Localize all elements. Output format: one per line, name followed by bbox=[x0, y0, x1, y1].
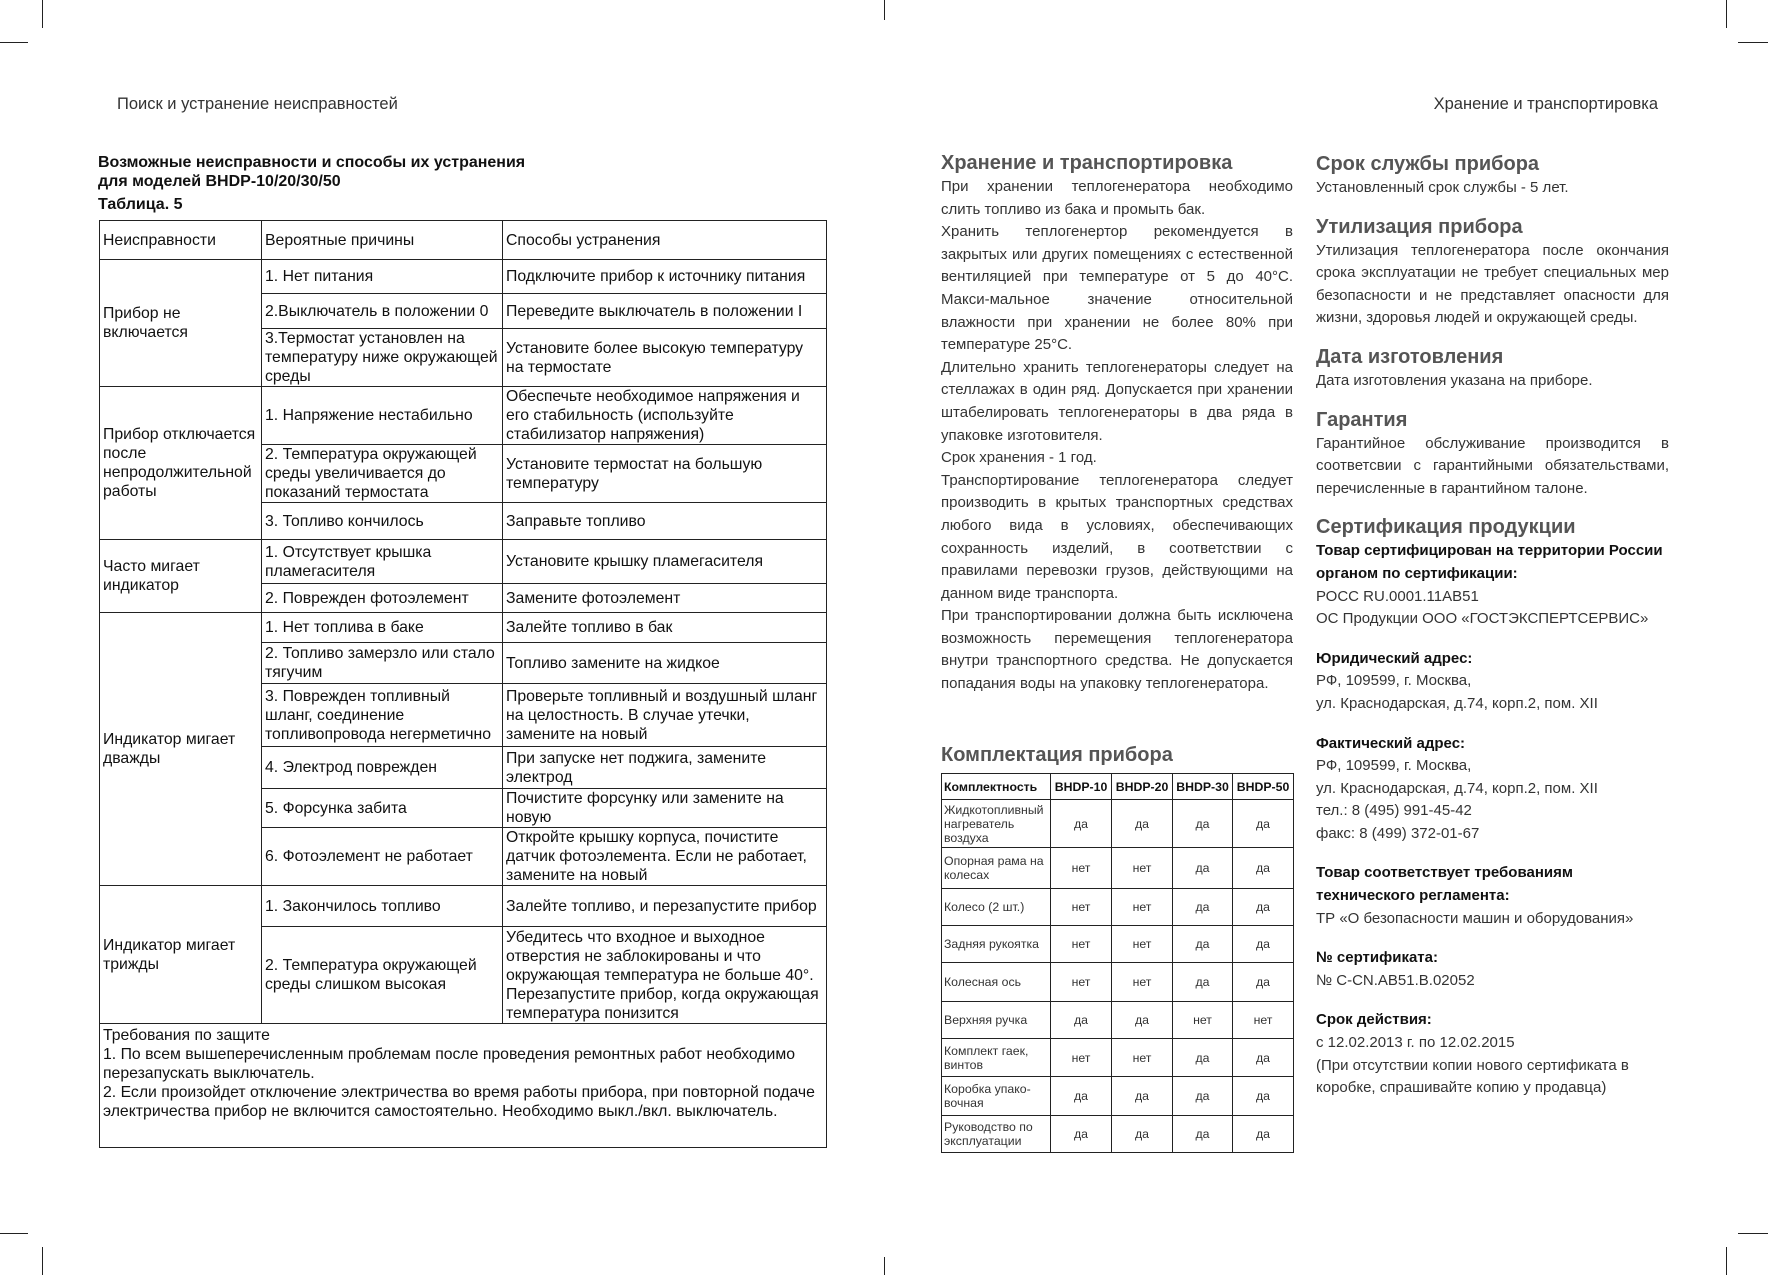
cause-cell: 4. Электрод поврежден bbox=[262, 747, 503, 789]
kit-value-cell: да bbox=[1233, 926, 1294, 963]
kit-value-cell: да bbox=[1051, 1002, 1112, 1039]
fix-cell: Проверьте топливный и воздушный шланг на целостность. В случае утечки, замените на новый bbox=[503, 684, 827, 747]
kit-value-cell: нет bbox=[1051, 848, 1112, 889]
kit-value-cell: да bbox=[1173, 926, 1233, 963]
kit-value-cell: нет bbox=[1233, 1002, 1294, 1039]
cause-cell: 3. Топливо кончилось bbox=[262, 503, 503, 540]
storage-paragraph: Срок хранения - 1 год. bbox=[941, 449, 1097, 467]
crop-mark bbox=[1738, 1233, 1768, 1234]
fix-cell: Откройте крышку корпуса, почистите датчик фотоэлемента. Если не работает, замените на новый bbox=[503, 828, 827, 886]
fault-cell: Прибор не включается bbox=[100, 260, 262, 387]
table-row bbox=[100, 613, 827, 643]
kit-value-cell: нет bbox=[1112, 1039, 1173, 1077]
kit-item-cell: Верхняя ручка bbox=[942, 1002, 1051, 1039]
fix-cell: Переведите выключатель в положении I bbox=[503, 294, 827, 329]
kit-value-cell: да bbox=[1051, 800, 1112, 848]
manufacture-text: Дата изготовления указана на приборе. bbox=[1316, 371, 1593, 389]
kit-value-cell: да bbox=[1173, 1039, 1233, 1077]
kit-value-cell: да bbox=[1233, 963, 1294, 1002]
cause-cell: 5. Форсунка забита bbox=[262, 789, 503, 828]
table-row bbox=[100, 260, 827, 294]
kit-value-cell: да bbox=[1233, 800, 1294, 848]
note-item: 1. По всем вышеперечисленным проблемам после проведения ремонтных работ необходимо перезапускать выключатель. bbox=[103, 1046, 795, 1082]
cause-cell: 3.Термостат установлен на температуру ниже окружающей среды bbox=[262, 329, 503, 387]
crop-mark bbox=[0, 42, 28, 43]
fix-cell: Установите более высокую температуру на термостате bbox=[503, 329, 827, 387]
cert-code: РОСС RU.0001.11АВ51 bbox=[1316, 587, 1479, 605]
address-line: РФ, 109599, г. Москва, bbox=[1316, 757, 1472, 775]
compliance-text: ТР «О безопасности машин и оборудования» bbox=[1316, 909, 1634, 927]
warranty-heading: Гарантия bbox=[1316, 408, 1408, 431]
kit-value-cell: да bbox=[1233, 1116, 1294, 1153]
kit-column-header: BHDP-20 bbox=[1112, 774, 1173, 800]
page-title bbox=[98, 153, 525, 191]
kit-value-cell: нет bbox=[1051, 963, 1112, 1002]
table-header-row bbox=[100, 221, 827, 260]
storage-paragraph: При транспортировании должна быть исключена возможность перемещения теплогенератора внутри транспортного средства. Не допускается попадания воды на упаковку теплогенератора. bbox=[941, 607, 1293, 693]
address-line: ул. Краснодарская, д.74, корп.2, пом. XII bbox=[1316, 779, 1598, 797]
cause-cell: 1. Нет питания bbox=[262, 260, 503, 294]
fault-cell: Прибор отключается после непродолжительной работы bbox=[100, 387, 262, 540]
kit-row bbox=[942, 1039, 1294, 1077]
info-column bbox=[1316, 151, 1669, 1100]
storage-paragraph: Длительно хранить теплогенераторы следует на стеллажах в один ряд. Допускается при хранении штабелировать теплогенераторы в два ряда в упаковке изготовителя. bbox=[941, 358, 1293, 444]
section-heading: Хранение и транспортировка bbox=[941, 152, 1233, 174]
kit-value-cell: нет bbox=[1112, 889, 1173, 926]
kit-column-header: BHDP-50 bbox=[1233, 774, 1294, 800]
cause-cell: 1. Закончилось топливо bbox=[262, 886, 503, 927]
phone: тел.: 8 (495) 991-45-42 bbox=[1316, 802, 1472, 820]
kit-column-header: BHDP-30 bbox=[1173, 774, 1233, 800]
service-life-heading: Срок службы прибора bbox=[1316, 153, 1540, 175]
table-caption: Таблица. 5 bbox=[98, 196, 183, 213]
kit-value-cell: да bbox=[1173, 889, 1233, 926]
kit-value-cell: да bbox=[1173, 1077, 1233, 1116]
cert-number-title: № сертификата: bbox=[1316, 949, 1438, 967]
kit-heading: Комплектация прибора bbox=[941, 744, 1173, 766]
disposal-text: Утилизация теплогенератора после окончания срока эксплуатации не требует специальных мер безопасности и не представляет опасности для жизни, здоровья людей и окружающей среды. bbox=[1316, 241, 1669, 327]
cause-cell: 2. Температура окружающей среды увеличивается до показаний термостата bbox=[262, 445, 503, 503]
storage-paragraph: Хранить теплогенертор рекомендуется в закрытых или других помещениях с естественной вентиляцией при температуре от 5 до 40°С. Макси-мальное значение относительной влажности при хранении не более 80% при температуре 25°С. bbox=[941, 223, 1293, 354]
fix-cell: Убедитесь что входное и выходное отверстия не заблокированы и что окружающая температура не больше 40°. Перезапустите прибор, когда окружающая температура понизится bbox=[503, 927, 827, 1024]
compliance-title: Товар соответствует требованиям технического регламента: bbox=[1316, 864, 1573, 905]
column-header: Способы устранения bbox=[503, 221, 827, 260]
cert-body: ОС Продукции ООО «ГОСТЭКСПЕРТСЕРВИС» bbox=[1316, 610, 1649, 628]
kit-value-cell: да bbox=[1051, 1116, 1112, 1153]
crop-mark bbox=[884, 1257, 885, 1275]
manufacture-heading: Дата изготовления bbox=[1316, 345, 1504, 368]
kit-item-cell: Задняя рукоятка bbox=[942, 926, 1051, 963]
fix-cell: При запуске нет поджига, замените электрод bbox=[503, 747, 827, 789]
storage-section bbox=[941, 150, 1293, 696]
certified-by: Товар сертифицирован на территории России органом по сертификации: bbox=[1316, 542, 1663, 582]
cause-cell: 3. Поврежден топливный шланг, соединение топливопровода негерметично bbox=[262, 684, 503, 747]
address-line: РФ, 109599, г. Москва, bbox=[1316, 672, 1472, 690]
kit-item-cell: Жидкотопливный нагреватель воздуха bbox=[942, 800, 1051, 848]
faults-table bbox=[99, 220, 827, 1148]
fix-cell: Топливо замените на жидкое bbox=[503, 643, 827, 684]
kit-value-cell: нет bbox=[1173, 1002, 1233, 1039]
kit-item-cell: Колесо (2 шт.) bbox=[942, 889, 1051, 926]
cause-cell: 1. Отсутствует крышка пламегасителя bbox=[262, 540, 503, 584]
cert-number: № C-CN.АВ51.В.02052 bbox=[1316, 971, 1475, 989]
fault-cell: Часто мигает индикатор bbox=[100, 540, 262, 613]
right-running-header: Хранение и транспортировка bbox=[1433, 95, 1658, 113]
fix-cell: Установите термостат на большую температуру bbox=[503, 445, 827, 503]
validity-title: Срок действия: bbox=[1316, 1011, 1432, 1029]
fax: факс: 8 (499) 372-01-67 bbox=[1316, 824, 1480, 842]
service-life-text: Установленный срок службы - 5 лет. bbox=[1316, 179, 1569, 196]
kit-value-cell: нет bbox=[1051, 1039, 1112, 1077]
kit-value-cell: нет bbox=[1051, 926, 1112, 963]
validity-note: (При отсутствии копии нового сертификата в коробке, спрашивайте копию у продавца) bbox=[1316, 1056, 1629, 1097]
table-row bbox=[100, 387, 827, 445]
cause-cell: 2.Выключатель в положении 0 bbox=[262, 294, 503, 329]
kit-value-cell: нет bbox=[1112, 926, 1173, 963]
kit-value-cell: нет bbox=[1051, 889, 1112, 926]
kit-row bbox=[942, 800, 1294, 848]
fix-cell: Обеспечьте необходимое напряжения и его стабильность (используйте стабилизатор напряжения) bbox=[503, 387, 827, 445]
cause-cell: 2. Температура окружающей среды слишком высокая bbox=[262, 927, 503, 1024]
kit-item-cell: Комплект гаек, винтов bbox=[942, 1039, 1051, 1077]
cause-cell: 6. Фотоэлемент не работает bbox=[262, 828, 503, 886]
kit-row bbox=[942, 889, 1294, 926]
kit-value-cell: нет bbox=[1112, 963, 1173, 1002]
kit-row bbox=[942, 963, 1294, 1002]
kit-row bbox=[942, 926, 1294, 963]
kit-row bbox=[942, 848, 1294, 889]
kit-value-cell: нет bbox=[1112, 848, 1173, 889]
kit-item-cell: Опорная рама на колесах bbox=[942, 848, 1051, 889]
fault-cell: Индикатор мигает трижды bbox=[100, 886, 262, 1024]
address-line: ул. Краснодарская, д.74, корп.2, пом. XII bbox=[1316, 694, 1598, 712]
fix-cell: Подключите прибор к источнику питания bbox=[503, 260, 827, 294]
kit-value-cell: да bbox=[1173, 963, 1233, 1002]
kit-value-cell: да bbox=[1173, 800, 1233, 848]
crop-mark bbox=[884, 0, 885, 20]
fix-cell: Залейте топливо, и перезапустите прибор bbox=[503, 886, 827, 927]
fix-cell: Почистите форсунку или замените на новую bbox=[503, 789, 827, 828]
kit-item-cell: Коробка упако-вочная bbox=[942, 1077, 1051, 1116]
kit-value-cell: да bbox=[1233, 889, 1294, 926]
crop-mark bbox=[0, 1233, 28, 1234]
left-running-header: Поиск и устранение неисправностей bbox=[117, 95, 398, 113]
fix-cell: Установите крышку пламегасителя bbox=[503, 540, 827, 584]
warranty-text: Гарантийное обслуживание производится в соответсвии с гарантийными обязательствами, перечисленные в гарантийном талоне. bbox=[1316, 434, 1669, 497]
disposal-heading: Утилизация прибора bbox=[1316, 215, 1523, 238]
kit-value-cell: да bbox=[1233, 1039, 1294, 1077]
crop-mark bbox=[1726, 0, 1727, 28]
kit-row bbox=[942, 1002, 1294, 1039]
legal-address-title: Юридический адрес: bbox=[1316, 649, 1473, 667]
title-line: Возможные неисправности и способы их устранения bbox=[98, 154, 526, 171]
validity: с 12.02.2013 г. по 12.02.2015 bbox=[1316, 1034, 1515, 1052]
notes-cell bbox=[100, 1024, 827, 1148]
kit-table bbox=[941, 773, 1294, 1153]
kit-item-cell: Руководство по эксплуатации bbox=[942, 1116, 1051, 1153]
actual-address-title: Фактический адрес: bbox=[1316, 734, 1466, 752]
kit-value-cell: да bbox=[1112, 1116, 1173, 1153]
cause-cell: 2. Поврежден фотоэлемент bbox=[262, 584, 503, 613]
kit-value-cell: да bbox=[1233, 1077, 1294, 1116]
note-item: 2. Если произойдет отключение электричества во время работы прибора, при повторной подаче электричества прибор не включится самостоятельно. Необходимо выкл./вкл. выключатель. bbox=[103, 1084, 815, 1120]
cause-cell: 1. Напряжение нестабильно bbox=[262, 387, 503, 445]
kit-value-cell: да bbox=[1173, 1116, 1233, 1153]
cause-cell: 2. Топливо замерзло или стало тягучим bbox=[262, 643, 503, 684]
kit-row bbox=[942, 1116, 1294, 1153]
fault-cell: Индикатор мигает дважды bbox=[100, 613, 262, 886]
fix-cell: Залейте топливо в бак bbox=[503, 613, 827, 643]
kit-row bbox=[942, 1077, 1294, 1116]
fix-cell: Замените фотоэлемент bbox=[503, 584, 827, 613]
cause-cell: 1. Нет топлива в баке bbox=[262, 613, 503, 643]
table-row bbox=[100, 886, 827, 927]
kit-value-cell: да bbox=[1112, 800, 1173, 848]
storage-paragraph: При хранении теплогенератора необходимо слить топливо из бака и промыть бак. bbox=[941, 178, 1293, 218]
kit-column-header: Комплектность bbox=[942, 774, 1051, 800]
table-row bbox=[100, 540, 827, 584]
fix-cell: Заправьте топливо bbox=[503, 503, 827, 540]
column-header: Неисправности bbox=[100, 221, 262, 260]
kit-value-cell: да bbox=[1051, 1077, 1112, 1116]
crop-mark bbox=[42, 0, 43, 28]
kit-item-cell: Колесная ось bbox=[942, 963, 1051, 1002]
notes-row bbox=[100, 1024, 827, 1148]
column-header: Вероятные причины bbox=[262, 221, 503, 260]
kit-value-cell: да bbox=[1233, 848, 1294, 889]
kit-value-cell: да bbox=[1112, 1002, 1173, 1039]
kit-value-cell: да bbox=[1112, 1077, 1173, 1116]
kit-header-row bbox=[942, 774, 1294, 800]
crop-mark bbox=[42, 1247, 43, 1275]
title-line: для моделей BHDP-10/20/30/50 bbox=[98, 173, 341, 190]
notes-title: Требования по защите bbox=[103, 1027, 270, 1044]
kit-value-cell: да bbox=[1173, 848, 1233, 889]
certification-heading: Сертификация продукции bbox=[1316, 516, 1576, 539]
kit-column-header: BHDP-10 bbox=[1051, 774, 1112, 800]
storage-paragraph: Транспортирование теплогенератора следует производить в крытых транспортных средствах любого вида в условиях, обеспечивающих сохранность изделий, в соответствии с правилами перевозки грузов, действующими на данном виде транспорта. bbox=[941, 471, 1293, 602]
crop-mark bbox=[1726, 1247, 1727, 1275]
crop-mark bbox=[1738, 42, 1768, 43]
